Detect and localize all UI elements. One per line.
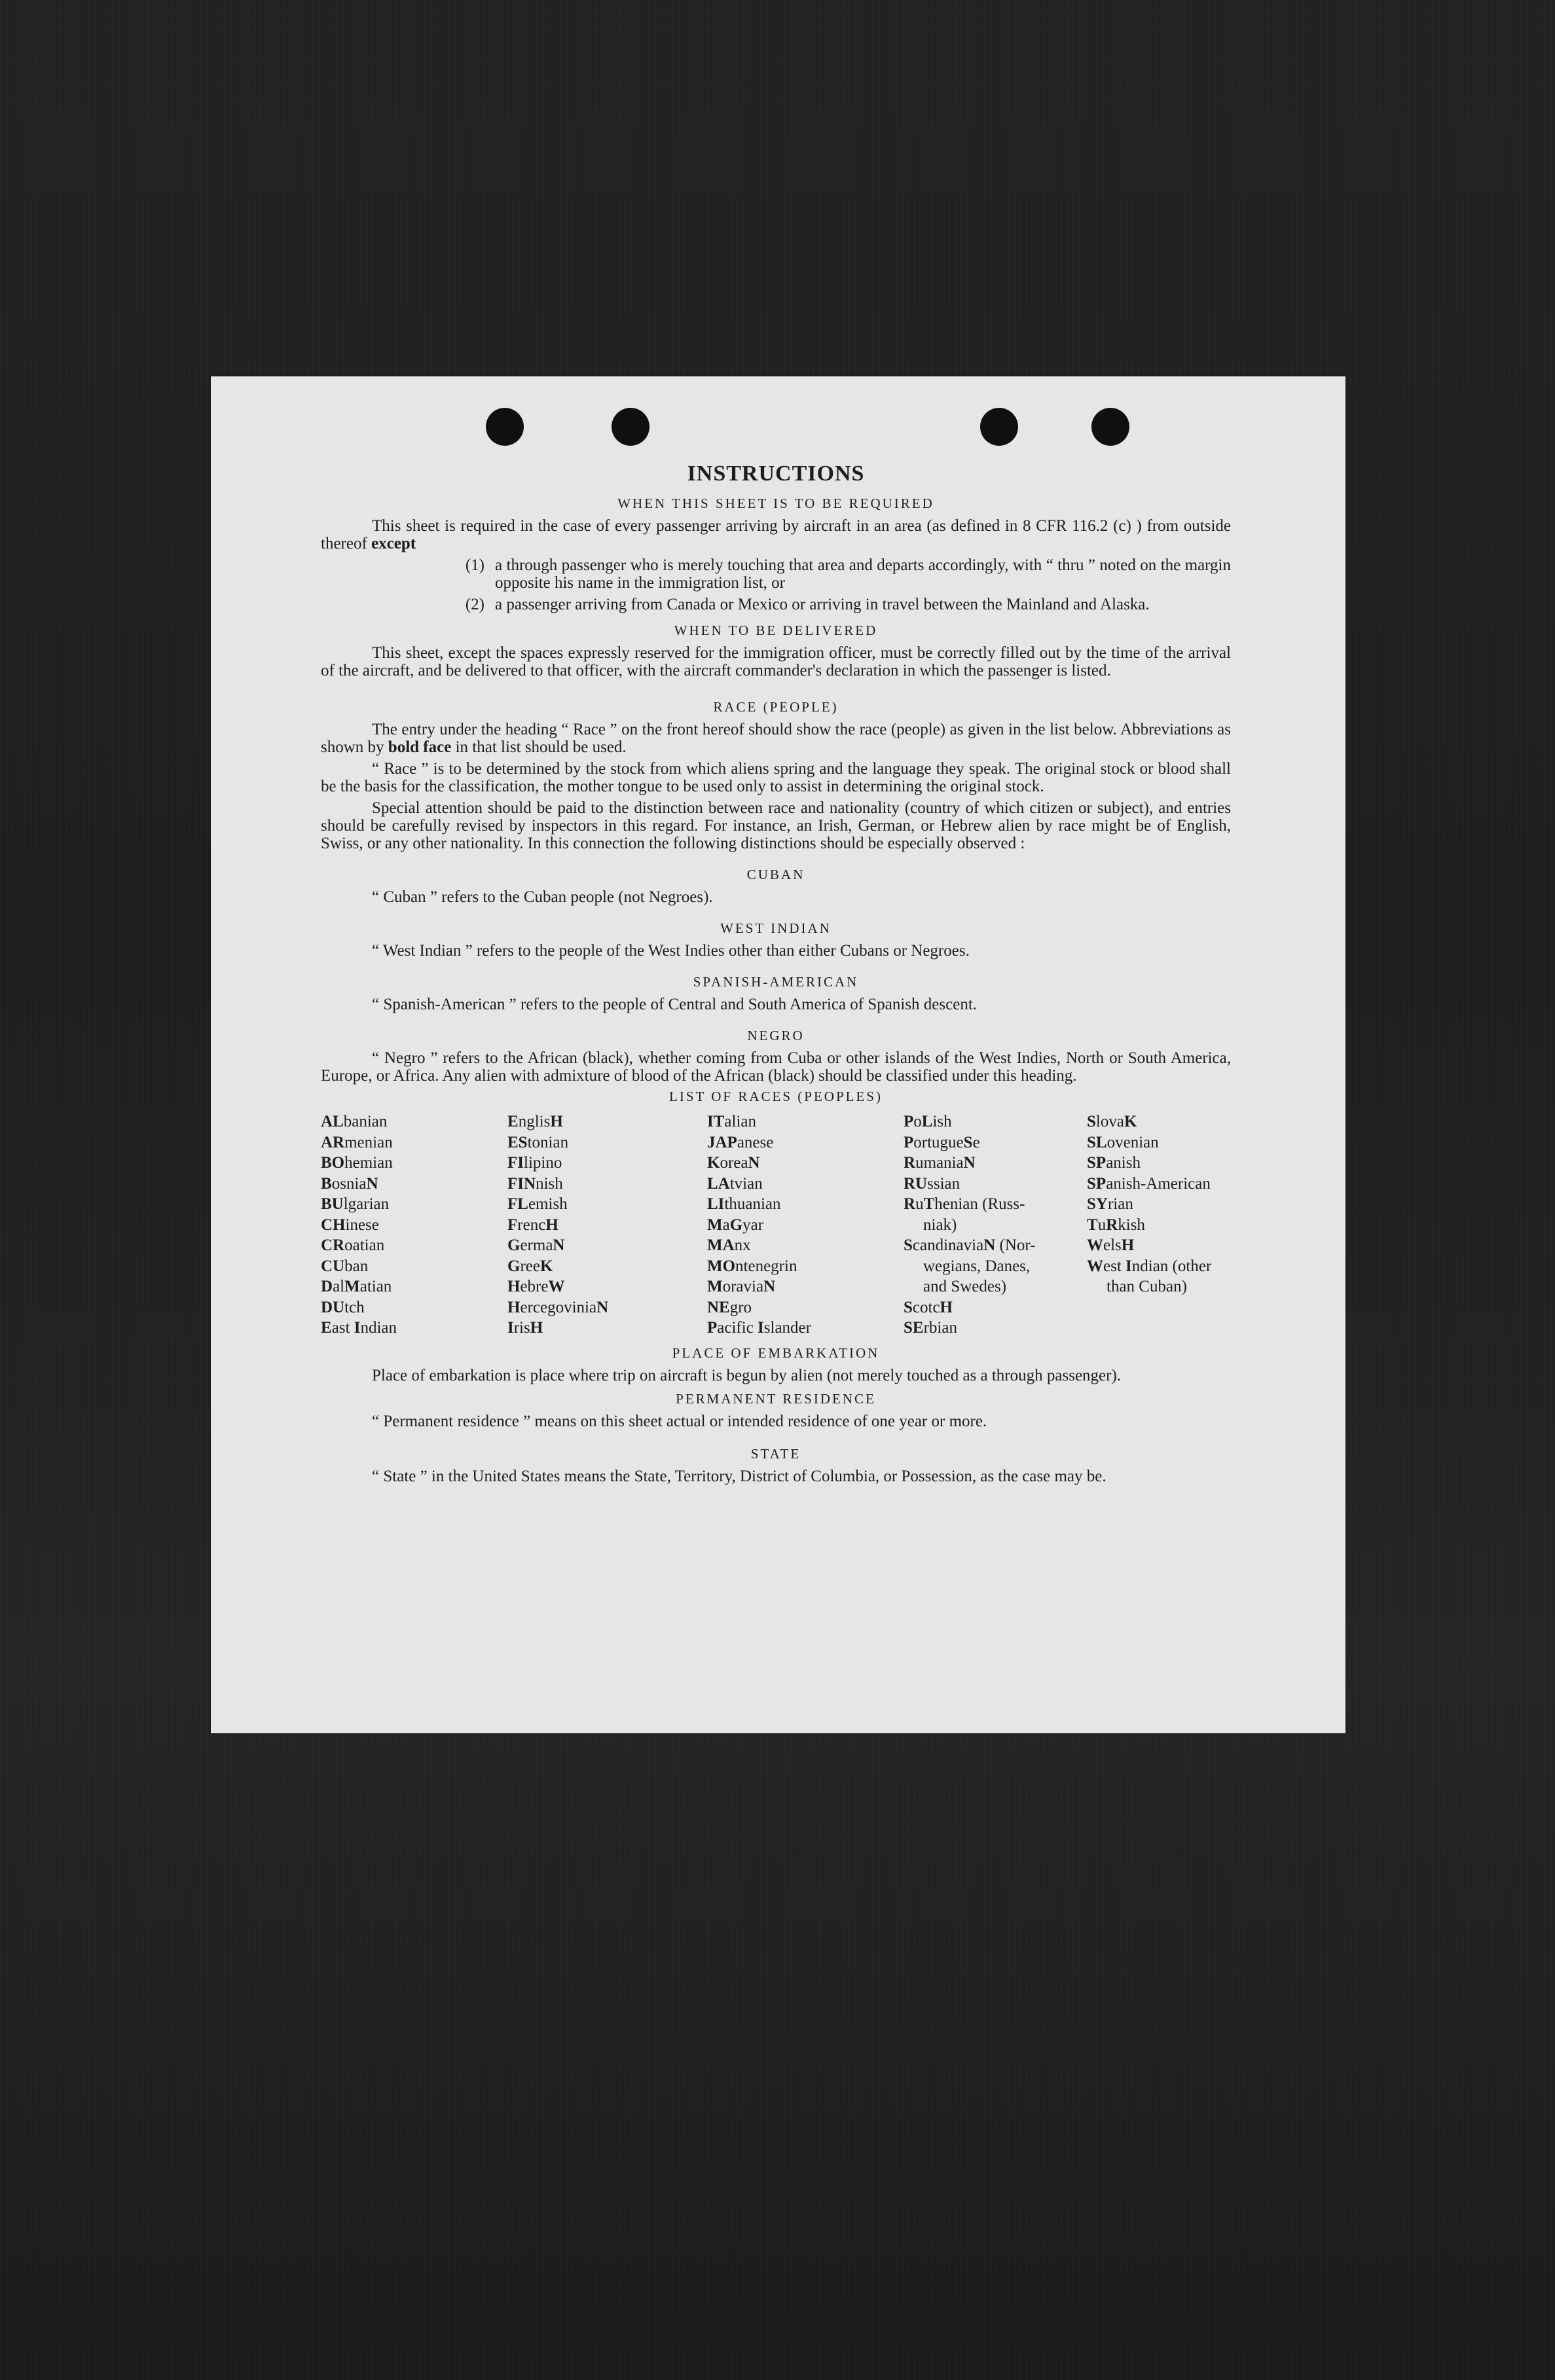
- paragraph-cuban: “ Cuban ” refers to the Cuban people (not Negroes).: [372, 888, 713, 906]
- race-entry-continuation: wegians, Danes,: [923, 1257, 1031, 1275]
- section-heading-when-required: WHEN THIS SHEET IS TO BE REQUIRED: [617, 496, 934, 511]
- race-name-part: lipino: [524, 1154, 562, 1172]
- race-entry: [707, 1215, 904, 1236]
- race-entry: [321, 1111, 507, 1132]
- race-column: [707, 1111, 904, 1339]
- page-title: INSTRUCTIONS: [687, 461, 865, 486]
- race-abbreviation: R: [904, 1154, 916, 1172]
- paragraph-west-indian: “ West Indian ” refers to the people of the West Indies other than either Cubans or Negroes.: [372, 942, 970, 960]
- race-name-part: yar: [742, 1216, 764, 1234]
- paragraph-state: “ State ” in the United States means the State, Territory, District of Columbia, or Possession, as the case may be.: [372, 1467, 1107, 1485]
- race-name-part: ndian (other: [1131, 1257, 1212, 1275]
- race-abbreviation: H: [550, 1113, 563, 1130]
- race-abbreviation: MA: [707, 1236, 735, 1254]
- race-entry-continuation: and Swedes): [923, 1278, 1007, 1295]
- race-entry: [507, 1132, 707, 1153]
- race-entry: [321, 1132, 507, 1153]
- race-abbreviation: ES: [507, 1133, 528, 1151]
- race-abbreviation: RU: [904, 1174, 928, 1193]
- race-name-part: hemian: [344, 1154, 393, 1172]
- race-abbreviation: P: [904, 1113, 914, 1130]
- exception-text: a passenger arriving from Canada or Mexico or arriving in travel between the Mainland and Alaska.: [495, 596, 1150, 613]
- race-entry: [1087, 1111, 1231, 1132]
- race-name-part: e: [972, 1133, 980, 1151]
- exception-number: (2): [465, 596, 485, 613]
- race-name-part: u: [915, 1195, 924, 1213]
- race-abbreviation: N: [596, 1298, 609, 1316]
- race-entry: [904, 1111, 1087, 1132]
- race-entry: [1087, 1215, 1231, 1236]
- race-name-part: ercegovinia: [520, 1298, 597, 1316]
- race-entry: [1087, 1235, 1231, 1256]
- race-name-part: renc: [517, 1216, 546, 1234]
- race-abbreviation: BO: [321, 1154, 345, 1172]
- race-abbreviation: N: [553, 1236, 565, 1254]
- race-name-part: ovenian: [1107, 1133, 1159, 1151]
- race-name-part: emish: [528, 1195, 568, 1213]
- race-abbreviation: P: [707, 1319, 718, 1337]
- race-name-part: tvian: [729, 1174, 763, 1193]
- race-abbreviation: H: [545, 1216, 558, 1234]
- section-heading-race: RACE (PEOPLE): [713, 699, 839, 715]
- race-entry: [321, 1235, 507, 1256]
- race-name-part: gro: [729, 1298, 752, 1316]
- race-abbreviation: I: [758, 1319, 764, 1337]
- race-name-part: henian (Russ-: [934, 1195, 1025, 1213]
- race-name-part: oravia: [722, 1278, 764, 1295]
- section-heading-spanish-american: SPANISH-AMERICAN: [693, 974, 859, 990]
- race-entry: [507, 1276, 707, 1297]
- bold-text: bold face: [388, 738, 452, 756]
- punch-hole: [980, 408, 1018, 446]
- race-name-part: cotc: [912, 1298, 940, 1316]
- punch-hole: [612, 408, 649, 446]
- paragraph-text: The entry under the heading “ Race ” on the front hereof should show the race (people) as given in the list below. Abbreviations as shown by: [321, 721, 1231, 756]
- race-abbreviation: I: [354, 1319, 361, 1337]
- paragraph-race-definition: “ Race ” is to be determined by the stock from which aliens spring and the language they speak. The original stock or blood shall be the basis for the classification, the mother tongue to be used only to assist in determining the original stock.: [321, 760, 1231, 795]
- exception-text: a through passenger who is merely touching that area and departs accordingly, with “ thru ” noted on the margin opposite his name in the immigration list, or: [495, 556, 1231, 592]
- race-entry: [507, 1174, 707, 1195]
- race-name-part: anish: [1106, 1154, 1141, 1172]
- race-entry: [904, 1235, 1087, 1256]
- race-entry: [707, 1111, 904, 1132]
- race-name-part: rian: [1107, 1195, 1133, 1213]
- race-abbreviation: N: [366, 1174, 378, 1193]
- race-name-part: slander: [763, 1319, 811, 1337]
- race-abbreviation: H: [507, 1298, 521, 1316]
- race-abbreviation: DU: [321, 1298, 345, 1316]
- race-entry: [904, 1194, 1087, 1215]
- race-abbreviation: FL: [507, 1195, 528, 1213]
- race-abbreviation: AL: [321, 1113, 344, 1130]
- race-name-part: acific: [717, 1319, 758, 1337]
- race-column: [1087, 1111, 1231, 1339]
- race-entry: [321, 1215, 507, 1236]
- race-name-part: banian: [343, 1113, 388, 1130]
- race-name-part: al: [333, 1278, 345, 1295]
- race-entry: [1087, 1174, 1231, 1195]
- race-abbreviation: G: [729, 1216, 743, 1234]
- race-entry: [1087, 1132, 1231, 1153]
- section-heading-embarkation: PLACE OF EMBARKATION: [672, 1344, 880, 1361]
- paragraph-race-nationality: Special attention should be paid to the distinction between race and nationality (country of which citizen or subject), and entries should be carefully revised by inspectors in this regard. For instance, an Irish, German, or Hebrew alien by race might be of English, Swiss, or any other nationality. In this connection the following distinctions should be especially observed :: [321, 799, 1231, 852]
- race-name-part: ndian: [360, 1319, 397, 1337]
- race-name-part: ree: [520, 1257, 540, 1275]
- race-entry: [507, 1215, 707, 1236]
- race-name-part: tonian: [527, 1133, 569, 1151]
- race-name-part: nish: [536, 1174, 563, 1193]
- race-abbreviation: R: [1106, 1216, 1118, 1234]
- race-entry: [707, 1256, 904, 1277]
- section-heading-negro: NEGRO: [747, 1028, 805, 1043]
- race-name-part: anish-American: [1106, 1174, 1211, 1193]
- race-entry: [707, 1235, 904, 1256]
- paragraph-text: This sheet is required in the case of every passenger arriving by aircraft in an area (as defined in 8 CFR 116.2 (c) ) from outside thereof: [321, 517, 1231, 552]
- race-entry: [707, 1153, 904, 1174]
- race-abbreviation: W: [1087, 1236, 1103, 1254]
- punch-hole: [1091, 408, 1129, 446]
- race-name-part: els: [1103, 1236, 1122, 1254]
- race-entry: [707, 1297, 904, 1318]
- race-abbreviation: B: [321, 1174, 332, 1193]
- race-name-part: menian: [344, 1133, 393, 1151]
- race-name-part: oatian: [344, 1236, 385, 1254]
- race-abbreviation: N: [983, 1236, 996, 1254]
- race-name-part: thuanian: [724, 1195, 781, 1213]
- section-heading-west-indian: WEST INDIAN: [720, 920, 832, 936]
- race-abbreviation: LI: [707, 1195, 725, 1213]
- race-abbreviation: IT: [707, 1113, 725, 1130]
- race-entry: [507, 1256, 707, 1277]
- race-abbreviation: H: [1121, 1236, 1135, 1254]
- race-entry: [321, 1194, 507, 1215]
- race-name-part: ris: [513, 1319, 530, 1337]
- race-entry-continuation: than Cuban): [1107, 1278, 1187, 1295]
- race-name-part: rbian: [923, 1319, 957, 1337]
- race-abbreviation: CH: [321, 1216, 346, 1234]
- race-abbreviation: H: [940, 1298, 953, 1316]
- race-abbreviation: SP: [1087, 1154, 1107, 1172]
- race-entry: [904, 1297, 1087, 1318]
- race-column: [507, 1111, 707, 1339]
- race-name-part: nglis: [518, 1113, 551, 1130]
- race-entry: [321, 1174, 507, 1195]
- race-abbreviation: JAP: [707, 1133, 737, 1151]
- section-heading-permanent-residence: PERMANENT RESIDENCE: [676, 1390, 876, 1407]
- race-abbreviation: W: [1087, 1257, 1103, 1275]
- paragraph-permanent-residence: “ Permanent residence ” means on this sheet actual or intended residence of one year or more.: [372, 1412, 987, 1430]
- paragraph-text: in that list should be used.: [455, 738, 627, 756]
- race-entry: [904, 1318, 1087, 1339]
- race-entry-continuation: niak): [923, 1216, 957, 1234]
- race-name-part: orea: [720, 1154, 748, 1172]
- race-column: [321, 1111, 507, 1339]
- race-abbreviation: M: [344, 1278, 360, 1295]
- race-abbreviation: MO: [707, 1257, 736, 1275]
- race-abbreviation: T: [1087, 1216, 1098, 1234]
- race-abbreviation: E: [507, 1113, 519, 1130]
- race-name-part: umania: [915, 1154, 964, 1172]
- race-abbreviation: S: [904, 1298, 913, 1316]
- race-abbreviation: G: [507, 1257, 521, 1275]
- race-abbreviation: L: [921, 1113, 933, 1130]
- race-abbreviation: BU: [321, 1195, 344, 1213]
- race-abbreviation: D: [321, 1278, 333, 1295]
- paragraph-when-delivered: This sheet, except the spaces expressly reserved for the immigration officer, must be correctly filled out by the time of the arrival of the aircraft, and be delivered to that officer, with the aircraft commander's declaration in which the passenger is listed.: [321, 644, 1231, 679]
- race-abbreviation: N: [748, 1154, 760, 1172]
- race-abbreviation: R: [904, 1195, 916, 1213]
- race-entry: [507, 1153, 707, 1174]
- paragraph-embarkation: Place of embarkation is place where trip on aircraft is begun by alien (not merely touched as a through passenger).: [372, 1366, 1122, 1384]
- exception-item: [321, 556, 1231, 592]
- race-abbreviation: G: [507, 1236, 521, 1254]
- race-name-part: ntenegrin: [735, 1257, 797, 1275]
- race-abbreviation: E: [321, 1319, 332, 1337]
- race-abbreviation: N: [763, 1278, 776, 1295]
- race-entry: [707, 1174, 904, 1195]
- race-abbreviation: SY: [1087, 1195, 1108, 1213]
- race-entry: [321, 1256, 507, 1277]
- race-name-part: (Nor-: [995, 1236, 1036, 1254]
- punch-hole: [486, 408, 524, 446]
- race-abbreviation: H: [507, 1278, 521, 1295]
- section-heading-cuban: CUBAN: [746, 867, 805, 882]
- race-abbreviation: W: [548, 1278, 565, 1295]
- race-entry: [1087, 1256, 1231, 1277]
- race-name-part: anese: [737, 1133, 774, 1151]
- paragraph-spanish-american: “ Spanish-American ” refers to the people of Central and South America of Spanish descent.: [372, 996, 978, 1013]
- race-abbreviation: AR: [321, 1133, 345, 1151]
- race-abbreviation: I: [507, 1319, 514, 1337]
- instruction-sheet: [211, 376, 1345, 1733]
- race-abbreviation: FI: [507, 1154, 524, 1172]
- race-abbreviation: K: [1124, 1113, 1137, 1130]
- race-name-part: u: [1097, 1216, 1107, 1234]
- race-entry: [507, 1297, 707, 1318]
- race-name-part: est: [1103, 1257, 1126, 1275]
- bold-text: except: [371, 535, 416, 552]
- instructions-content: [321, 461, 1231, 1485]
- race-entry: [507, 1194, 707, 1215]
- race-entry: [321, 1153, 507, 1174]
- race-abbreviation: CU: [321, 1257, 345, 1275]
- race-abbreviation: S: [904, 1236, 913, 1254]
- race-entry: [507, 1318, 707, 1339]
- race-name-part: kish: [1118, 1216, 1145, 1234]
- paragraph-negro: “ Negro ” refers to the African (black), whether coming from Cuba or other islands of the West Indies, North or South America, Europe, or Africa. Any alien with admixture of blood of the African (black) should be classified under this heading.: [321, 1049, 1231, 1085]
- race-entry: [904, 1132, 1087, 1153]
- race-abbreviation: K: [707, 1154, 720, 1172]
- section-heading-when-delivered: WHEN TO BE DELIVERED: [674, 622, 878, 638]
- race-name-part: a: [722, 1216, 730, 1234]
- race-name-part: ast: [331, 1319, 354, 1337]
- race-name-part: ortugue: [913, 1133, 964, 1151]
- race-name-part: ban: [344, 1257, 369, 1275]
- race-abbreviation: N: [963, 1154, 976, 1172]
- race-name-part: tch: [344, 1298, 365, 1316]
- race-entry: [321, 1276, 507, 1297]
- race-name-part: erma: [520, 1236, 553, 1254]
- race-abbreviation: F: [507, 1216, 518, 1234]
- race-entry: [1087, 1153, 1231, 1174]
- section-heading-state: STATE: [750, 1445, 801, 1462]
- race-abbreviation: FIN: [507, 1174, 536, 1193]
- race-entry: [707, 1194, 904, 1215]
- race-name-part: lova: [1095, 1113, 1124, 1130]
- race-entry: [321, 1297, 507, 1318]
- race-column: [904, 1111, 1087, 1339]
- race-abbreviation: CR: [321, 1236, 345, 1254]
- race-name-part: o: [913, 1113, 922, 1130]
- race-abbreviation: T: [923, 1195, 935, 1213]
- race-name-part: nx: [734, 1236, 751, 1254]
- race-name-part: ebre: [520, 1278, 549, 1295]
- paragraph-race-entry: [321, 721, 1231, 756]
- race-abbreviation: S: [963, 1133, 973, 1151]
- race-entry: [321, 1318, 507, 1339]
- race-entry: [707, 1132, 904, 1153]
- race-entry: [707, 1276, 904, 1297]
- race-name-part: candinavia: [912, 1236, 984, 1254]
- race-abbreviation: S: [1087, 1113, 1096, 1130]
- exception-item: [321, 596, 1231, 613]
- race-abbreviation: SL: [1087, 1133, 1107, 1151]
- paragraph-when-required: [321, 517, 1231, 552]
- race-name-part: inese: [345, 1216, 379, 1234]
- race-name-part: alian: [724, 1113, 756, 1130]
- race-abbreviation: LA: [707, 1174, 730, 1193]
- section-heading-list-of-races: LIST OF RACES (PEOPLES): [669, 1089, 883, 1104]
- race-name-part: atian: [359, 1278, 392, 1295]
- race-abbreviation: I: [1125, 1257, 1132, 1275]
- race-name-part: ssian: [927, 1174, 960, 1193]
- race-list: [321, 1111, 1231, 1339]
- race-abbreviation: SE: [904, 1319, 924, 1337]
- race-abbreviation: M: [707, 1278, 723, 1295]
- race-abbreviation: SP: [1087, 1174, 1107, 1193]
- race-abbreviation: P: [904, 1133, 914, 1151]
- race-entry: [904, 1153, 1087, 1174]
- race-name-part: ish: [932, 1113, 952, 1130]
- race-abbreviation: K: [540, 1257, 553, 1275]
- exception-number: (1): [465, 556, 485, 574]
- race-name-part: osnia: [331, 1174, 367, 1193]
- race-entry: [507, 1235, 707, 1256]
- race-entry: [707, 1318, 904, 1339]
- race-entry: [1087, 1194, 1231, 1215]
- race-abbreviation: H: [530, 1319, 543, 1337]
- race-entry: [904, 1174, 1087, 1195]
- race-entry: [507, 1111, 707, 1132]
- race-name-part: lgarian: [343, 1195, 390, 1213]
- race-abbreviation: NE: [707, 1298, 730, 1316]
- race-abbreviation: M: [707, 1216, 723, 1234]
